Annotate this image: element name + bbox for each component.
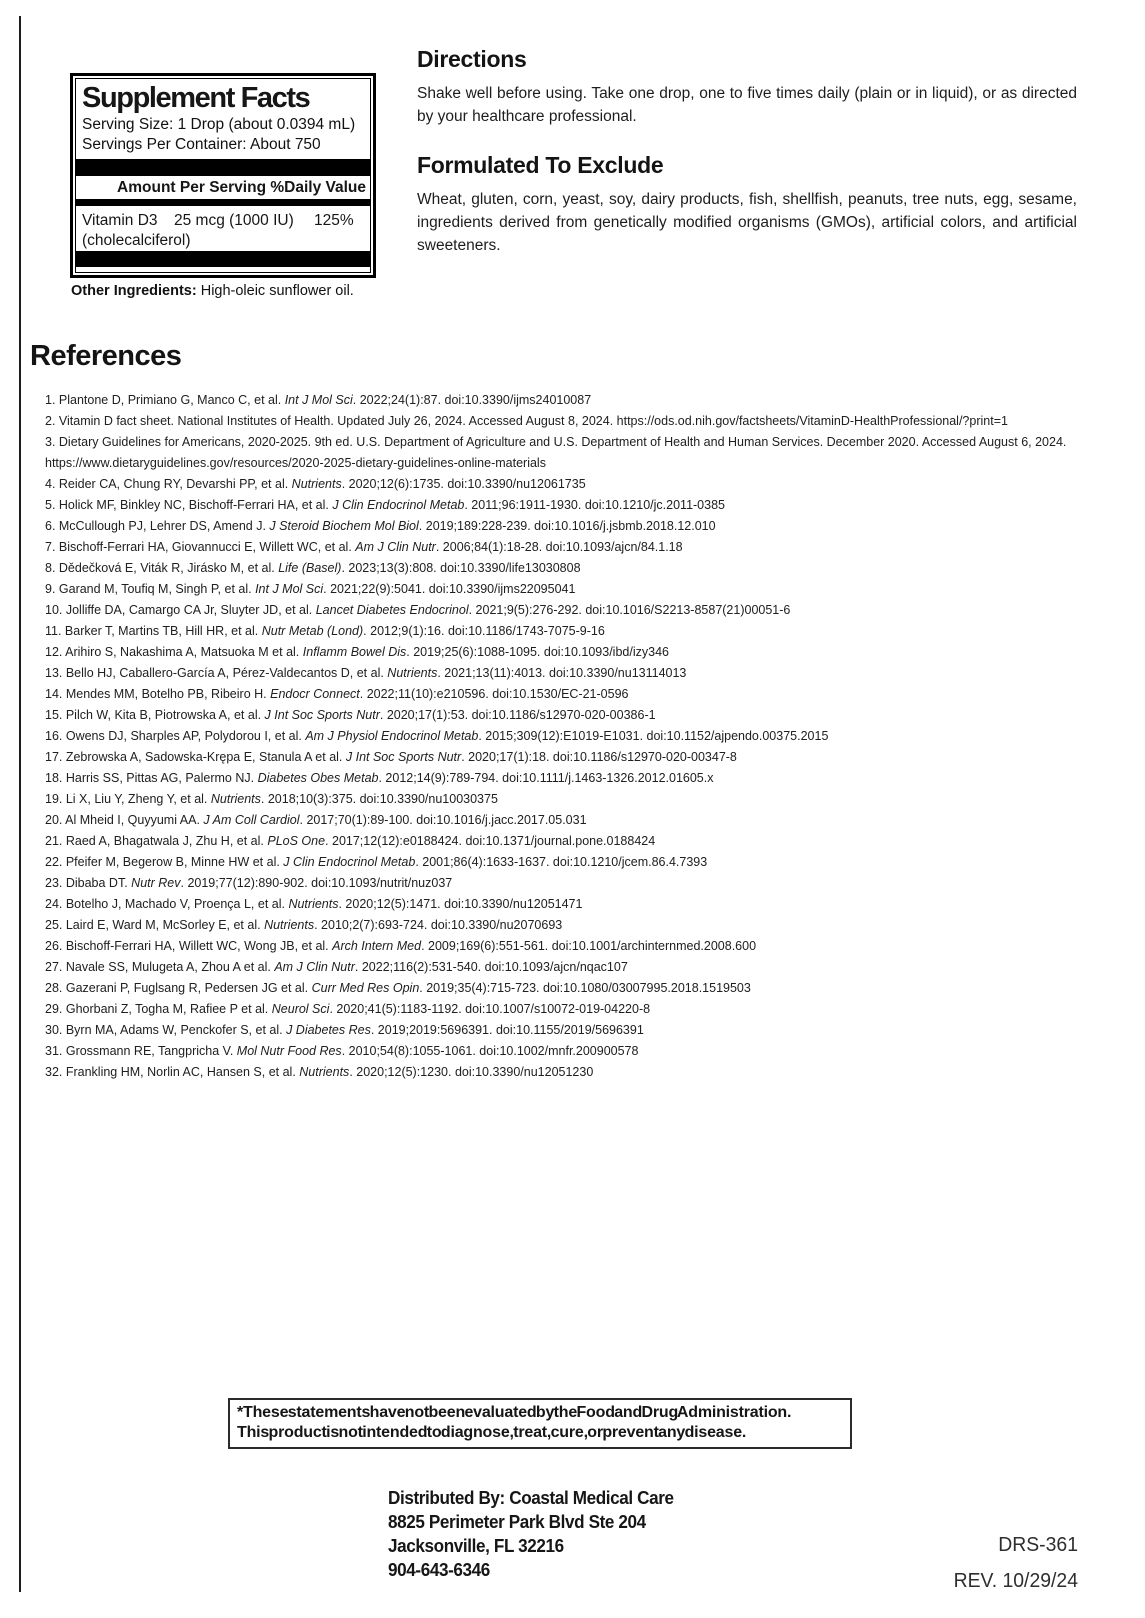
reference-journal: J Steroid Biochem Mol Biol — [269, 519, 419, 533]
reference-item: 11. Barker T, Martins TB, Hill HR, et al. Nutr Metab (Lond). 2012;9(1):16. doi:10.1186/1743-7075-9-16 — [45, 624, 605, 638]
directions-heading: Directions — [417, 46, 527, 72]
amount-per-serving-header: Amount Per Serving — [117, 178, 267, 196]
reference-journal: Inflamm Bowel Dis — [302, 645, 407, 659]
formulated-to-exclude-heading: Formulated To Exclude — [417, 152, 664, 178]
fda-disclaimer-line-1: *These statements have not been evaluated by the Food and Drug Administration. — [237, 1404, 792, 1421]
nutrient-name-secondary: (cholecalciferol) — [82, 232, 191, 250]
reference-item: 19. Li X, Liu Y, Zheng Y, et al. Nutrients. 2018;10(3):375. doi:10.3390/nu10030375 — [45, 792, 498, 806]
reference-item: 17. Zebrowska A, Sadowska-Krępa E, Stanula A et al. J Int Soc Sports Nutr. 2020;17(1):18. doi:10.1186/s12970-020-00347-8 — [45, 750, 737, 764]
reference-item: 13. Bello HJ, Caballero-García A, Pérez-Valdecantos D, et al. Nutrients. 2021;13(11):4013. doi:10.3390/nu13114013 — [45, 666, 687, 680]
reference-item: 23. Dibaba DT. Nutr Rev. 2019;77(12):890-902. doi:10.1093/nutrit/nuz037 — [45, 876, 453, 890]
facts-column-headers — [76, 176, 370, 199]
reference-item: 6. McCullough PJ, Lehrer DS, Amend J. J Steroid Biochem Mol Biol. 2019;189:228-239. doi:10.1016/j.jsbmb.2018.12.010 — [45, 519, 716, 533]
reference-item: 7. Bischoff-Ferrari HA, Giovannucci E, Willett WC, et al. Am J Clin Nutr. 2006;84(1):18-28. doi:10.1093/ajcn/84.1.18 — [45, 540, 683, 554]
other-ingredients-value: High-oleic sunflower oil. — [196, 283, 354, 299]
document-code: DRS-361 — [998, 1534, 1078, 1556]
facts-divider-thick — [76, 159, 370, 176]
reference-item: 21. Raed A, Bhagatwala J, Zhu H, et al. PLoS One. 2017;12(12):e0188424. doi:10.1371/journal.pone.0188424 — [45, 834, 656, 848]
reference-item: 2. Vitamin D fact sheet. National Institutes of Health. Updated July 26, 2024. Accessed August 8, 2024. https://ods.od.nih.gov/factsheets/VitaminD-HealthProfessional/?print=1 — [45, 414, 1008, 428]
reference-journal: Diabetes Obes Metab — [257, 771, 379, 785]
reference-item: 25. Laird E, Ward M, McSorley E, et al. Nutrients. 2010;2(7):693-724. doi:10.3390/nu2070693 — [45, 918, 563, 932]
other-ingredients — [71, 283, 354, 299]
reference-item: 10. Jolliffe DA, Camargo CA Jr, Sluyter JD, et al. Lancet Diabetes Endocrinol. 2021;9(5):276-292. doi:10.1016/S2213-8587(21)00051-6 — [45, 603, 791, 617]
reference-item: 26. Bischoff-Ferrari HA, Willett WC, Wong JB, et al. Arch Intern Med. 2009;169(6):551-561. doi:10.1001/archinternmed.2008.600 — [45, 939, 757, 953]
formulated-to-exclude-body: Wheat, gluten, corn, yeast, soy, dairy products, fish, shellfish, peanuts, tree nuts, egg, sesame, ingredients derived from genetically modified organisms (GMOs), artificial colors, and artificial sweeteners. — [417, 191, 1077, 254]
reference-journal: J Diabetes Res — [286, 1023, 371, 1037]
reference-item: 27. Navale SS, Mulugeta A, Zhou A et al. Am J Clin Nutr. 2022;116(2):531-540. doi:10.1093/ajcn/nqac107 — [45, 960, 628, 974]
reference-journal: J Clin Endocrinol Metab — [283, 855, 416, 869]
reference-journal: Nutrients — [210, 792, 261, 806]
reference-journal: Nutrients — [264, 918, 315, 932]
reference-journal: J Am Coll Cardiol — [203, 813, 300, 827]
reference-journal: J Int Soc Sports Nutr — [345, 750, 462, 764]
facts-divider-bottom — [76, 251, 370, 267]
nutrient-row — [76, 206, 370, 231]
reference-journal: PLoS One — [267, 834, 326, 848]
reference-journal: Am J Clin Nutr — [355, 540, 436, 554]
directions-body: Shake well before using. Take one drop, one to five times daily (plain or in liquid), or as directed by your healthcare professional. — [417, 85, 1077, 125]
reference-item: 30. Byrn MA, Adams W, Penckofer S, et al. J Diabetes Res. 2019;2019:5696391. doi:10.1155/2019/5696391 — [45, 1023, 644, 1037]
document-revision: REV. 10/29/24 — [953, 1570, 1078, 1592]
references-heading: References — [30, 340, 182, 372]
reference-journal: Am J Clin Nutr — [274, 960, 355, 974]
reference-item: 12. Arihiro S, Nakashima A, Matsuoka M et al. Inflamm Bowel Dis. 2019;25(6):1088-1095. doi:10.1093/ibd/izy346 — [45, 645, 669, 659]
reference-journal: Life (Basel) — [278, 561, 342, 575]
reference-journal: Int J Mol Sci — [255, 582, 324, 596]
document-code-block — [884, 1527, 1078, 1599]
distributor-line: 904-643-6346 — [388, 1560, 490, 1580]
supplement-facts-inner — [75, 78, 371, 273]
nutrient-daily-value: 125% — [314, 212, 354, 230]
other-ingredients-label: Other Ingredients: — [71, 283, 197, 299]
reference-item: 5. Holick MF, Binkley NC, Bischoff-Ferrari HA, et al. J Clin Endocrinol Metab. 2011;96:1911-1930. doi:10.1210/jc.2011-0385 — [45, 498, 725, 512]
reference-item: 31. Grossmann RE, Tangpricha V. Mol Nutr Food Res. 2010;54(8):1055-1061. doi:10.1002/mnfr.200900578 — [45, 1044, 639, 1058]
reference-item: 4. Reider CA, Chung RY, Devarshi PP, et al. Nutrients. 2020;12(6):1735. doi:10.3390/nu12061735 — [45, 477, 586, 491]
daily-value-header: %Daily Value — [270, 178, 366, 196]
references-list — [45, 390, 1067, 1083]
servings-per-container: Servings Per Container: About 750 — [82, 136, 321, 153]
reference-item: 14. Mendes MM, Botelho PB, Ribeiro H. Endocr Connect. 2022;11(10):e210596. doi:10.1530/EC-21-0596 — [45, 687, 629, 701]
reference-journal: Curr Med Res Opin — [311, 981, 420, 995]
nutrient-amount: 25 mcg (1000 IU) — [174, 212, 294, 230]
reference-item: 24. Botelho J, Machado V, Proença L, et al. Nutrients. 2020;12(5):1471. doi:10.3390/nu12051471 — [45, 897, 583, 911]
reference-journal: Neurol Sci — [271, 1002, 330, 1016]
right-column — [417, 46, 1077, 257]
reference-journal: Nutrients — [288, 897, 339, 911]
reference-item: 15. Pilch W, Kita B, Piotrowska A, et al. J Int Soc Sports Nutr. 2020;17(1):53. doi:10.1186/s12970-020-00386-1 — [45, 708, 656, 722]
reference-journal: J Clin Endocrinol Metab — [332, 498, 465, 512]
reference-journal: J Int Soc Sports Nutr — [264, 708, 380, 722]
reference-journal: Mol Nutr Food Res — [236, 1044, 342, 1058]
supplement-facts-title: Supplement Facts — [82, 82, 310, 114]
reference-journal: Nutr Rev — [131, 876, 181, 890]
reference-journal: Lancet Diabetes Endocrinol — [315, 603, 469, 617]
reference-item: 22. Pfeifer M, Begerow B, Minne HW et al. J Clin Endocrinol Metab. 2001;86(4):1633-1637. doi:10.1210/jcem.86.4.7393 — [45, 855, 708, 869]
reference-item: 16. Owens DJ, Sharples AP, Polydorou I, et al. Am J Physiol Endocrinol Metab. 2015;309(12):E1019-E1031. doi:10.1152/ajpendo.00375.2015 — [45, 729, 829, 743]
reference-item: 32. Frankling HM, Norlin AC, Hansen S, et al. Nutrients. 2020;12(5):1230. doi:10.3390/nu12051230 — [45, 1065, 594, 1079]
reference-item: 20. Al Mheid I, Quyyumi AA. J Am Coll Cardiol. 2017;70(1):89-100. doi:10.1016/j.jacc.2017.05.031 — [45, 813, 587, 827]
fda-disclaimer-line-2: This product is not intended to diagnose, treat, cure, or prevent any disease. — [237, 1424, 747, 1441]
reference-item: 8. Dědečková E, Viták R, Jirásko M, et al. Life (Basel). 2023;13(3):808. doi:10.3390/life13030808 — [45, 561, 581, 575]
reference-item: 28. Gazerani P, Fuglsang R, Pedersen JG et al. Curr Med Res Opin. 2019;35(4):715-723. doi:10.1080/03007995.2018.1519503 — [45, 981, 751, 995]
reference-journal: Am J Physiol Endocrinol Metab — [305, 729, 479, 743]
facts-divider-thin — [76, 199, 370, 207]
references-section — [30, 340, 1080, 1083]
reference-journal: Arch Intern Med — [332, 939, 422, 953]
supplement-facts-panel — [70, 73, 376, 278]
reference-journal: Nutrients — [291, 477, 342, 491]
reference-item: 1. Plantone D, Primiano G, Manco C, et al. Int J Mol Sci. 2022;24(1):87. doi:10.3390/ijms24010087 — [45, 393, 592, 407]
reference-item: 3. Dietary Guidelines for Americans, 2020-2025. 9th ed. U.S. Department of Agriculture and U.S. Department of Health and Human Services. December 2020. Accessed August 6, 2024. https://www.dietaryguidelines.gov/resources/2020-2025-dietary-guidelines-online-materials — [45, 435, 1067, 470]
distributor-line: Jacksonville, FL 32216 — [388, 1536, 564, 1556]
reference-item: 9. Garand M, Toufiq M, Singh P, et al. Int J Mol Sci. 2021;22(9):5041. doi:10.3390/ijms22095041 — [45, 582, 576, 596]
serving-size: Serving Size: 1 Drop (about 0.0394 mL) — [82, 116, 356, 133]
distributor-line: 8825 Perimeter Park Blvd Ste 204 — [388, 1512, 646, 1532]
nutrient-name: Vitamin D3 — [82, 212, 158, 230]
page-left-rule — [19, 16, 21, 1592]
distributor-line: Distributed By: Coastal Medical Care — [388, 1488, 674, 1508]
reference-item: 18. Harris SS, Pittas AG, Palermo NJ. Diabetes Obes Metab. 2012;14(9):789-794. doi:10.1111/j.1463-1326.2012.01605.x — [45, 771, 714, 785]
reference-journal: Nutrients — [299, 1065, 350, 1079]
fda-disclaimer-box — [228, 1398, 852, 1449]
distributor-block — [388, 1486, 674, 1582]
reference-journal: Nutr Metab (Lond) — [261, 624, 364, 638]
reference-journal: Int J Mol Sci — [284, 393, 353, 407]
reference-journal: Endocr Connect — [270, 687, 360, 701]
reference-item: 29. Ghorbani Z, Togha M, Rafiee P et al. Neurol Sci. 2020;41(5):1183-1192. doi:10.1007/s10072-019-04220-8 — [45, 1002, 651, 1016]
reference-journal: Nutrients — [387, 666, 438, 680]
